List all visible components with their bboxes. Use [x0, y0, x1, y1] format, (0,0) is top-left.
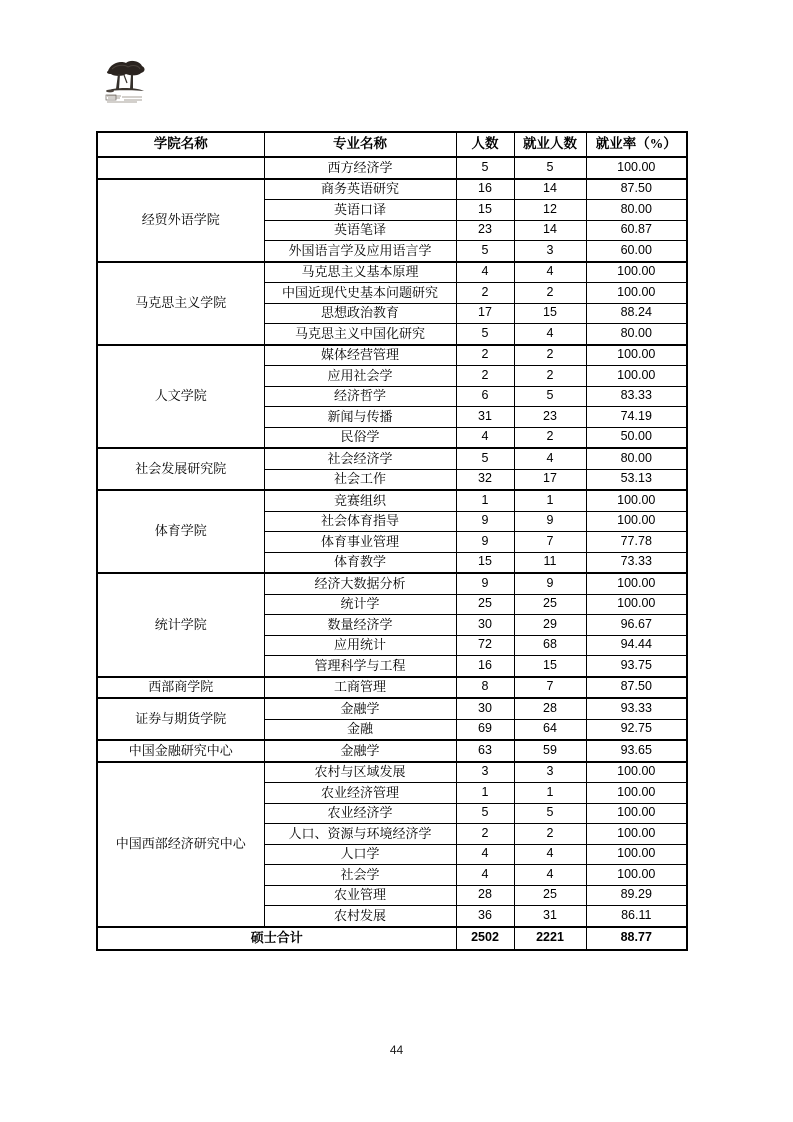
major-name-cell: 数量经济学: [264, 615, 456, 636]
table-footer: [97, 927, 687, 950]
count-cell: 16: [456, 179, 514, 200]
trees-icon: [100, 57, 150, 105]
table-row: [97, 698, 687, 719]
header-count: 人数: [456, 132, 514, 157]
major-name-cell: 英语口译: [264, 200, 456, 221]
college-name-cell: 统计学院: [97, 573, 264, 677]
major-name-cell: 社会学: [264, 865, 456, 886]
college-name-cell: 中国西部经济研究中心: [97, 762, 264, 927]
employed-count-cell: 2: [514, 283, 586, 304]
college-name-cell: 经贸外语学院: [97, 179, 264, 262]
employment-rate-cell: 100.00: [586, 762, 687, 783]
employment-rate-cell: 80.00: [586, 200, 687, 221]
employment-rate-cell: 80.00: [586, 324, 687, 345]
count-cell: 2: [456, 345, 514, 366]
employment-rate-cell: 94.44: [586, 635, 687, 656]
employment-rate-cell: 100.00: [586, 783, 687, 804]
employment-rate-cell: 86.11: [586, 906, 687, 927]
employment-rate-cell: 100.00: [586, 511, 687, 532]
employed-count-cell: 7: [514, 532, 586, 553]
major-name-cell: 农业经济学: [264, 803, 456, 824]
employed-count-cell: 59: [514, 740, 586, 762]
employed-count-cell: 2: [514, 824, 586, 845]
count-cell: 9: [456, 573, 514, 594]
major-name-cell: 经济大数据分析: [264, 573, 456, 594]
employed-count-cell: 4: [514, 324, 586, 345]
employment-rate-cell: 88.24: [586, 303, 687, 324]
count-cell: 2: [456, 366, 514, 387]
table-row: [97, 740, 687, 762]
major-name-cell: 应用社会学: [264, 366, 456, 387]
employment-rate-cell: 73.33: [586, 552, 687, 573]
header-employment-rate: 就业率（%）: [586, 132, 687, 157]
major-name-cell: 金融学: [264, 698, 456, 719]
employment-rate-cell: 53.13: [586, 469, 687, 490]
employed-count-cell: 11: [514, 552, 586, 573]
count-cell: 30: [456, 615, 514, 636]
major-name-cell: 社会经济学: [264, 448, 456, 469]
employment-rate-cell: 100.00: [586, 262, 687, 283]
count-cell: 2: [456, 824, 514, 845]
employment-rate-cell: 100.00: [586, 283, 687, 304]
employed-count-cell: 12: [514, 200, 586, 221]
employed-count-cell: 14: [514, 220, 586, 241]
employment-rate-cell: 93.65: [586, 740, 687, 762]
count-cell: 15: [456, 552, 514, 573]
count-cell: 69: [456, 719, 514, 740]
employed-count-cell: 4: [514, 844, 586, 865]
major-name-cell: 应用统计: [264, 635, 456, 656]
major-name-cell: 体育事业管理: [264, 532, 456, 553]
employed-count-cell: 3: [514, 762, 586, 783]
employment-rate-cell: 100.00: [586, 865, 687, 886]
count-cell: 23: [456, 220, 514, 241]
major-name-cell: 马克思主义中国化研究: [264, 324, 456, 345]
table-row: [97, 762, 687, 783]
employment-rate-cell: 100.00: [586, 157, 687, 179]
employment-rate-cell: 92.75: [586, 719, 687, 740]
employed-count-cell: 9: [514, 573, 586, 594]
employed-count-cell: 15: [514, 656, 586, 677]
major-name-cell: 媒体经营管理: [264, 345, 456, 366]
employment-rate-cell: 100.00: [586, 844, 687, 865]
major-name-cell: 马克思主义基本原理: [264, 262, 456, 283]
page-number: 44: [389, 1043, 404, 1057]
employed-count-cell: 2: [514, 366, 586, 387]
college-name-cell: [97, 157, 264, 179]
employed-count-cell: 3: [514, 241, 586, 262]
count-cell: 5: [456, 448, 514, 469]
employment-rate-cell: 50.00: [586, 427, 687, 448]
major-name-cell: 经济哲学: [264, 386, 456, 407]
major-name-cell: 人口学: [264, 844, 456, 865]
count-cell: 5: [456, 324, 514, 345]
employment-rate-cell: 100.00: [586, 345, 687, 366]
trees-sketch-logo: [100, 57, 150, 105]
table-row: [97, 179, 687, 200]
major-name-cell: 农村与区域发展: [264, 762, 456, 783]
count-cell: 63: [456, 740, 514, 762]
employed-count-cell: 29: [514, 615, 586, 636]
count-cell: 1: [456, 490, 514, 511]
table-row: [97, 677, 687, 699]
employment-rate-cell: 100.00: [586, 803, 687, 824]
employed-count-cell: 25: [514, 885, 586, 906]
employment-rate-cell: 87.50: [586, 677, 687, 699]
table-body: [97, 157, 687, 927]
employed-count-cell: 64: [514, 719, 586, 740]
table-row: [97, 157, 687, 179]
employed-count-cell: 5: [514, 386, 586, 407]
count-cell: 25: [456, 594, 514, 615]
header-major-name: 专业名称: [264, 132, 456, 157]
college-name-cell: 证券与期货学院: [97, 698, 264, 740]
major-name-cell: 民俗学: [264, 427, 456, 448]
employed-count-cell: 7: [514, 677, 586, 699]
employment-rate-cell: 100.00: [586, 366, 687, 387]
major-name-cell: 农业管理: [264, 885, 456, 906]
employed-count-cell: 4: [514, 262, 586, 283]
employment-rate-cell: 100.00: [586, 824, 687, 845]
total-rate: 88.77: [586, 927, 687, 950]
major-name-cell: 中国近现代史基本问题研究: [264, 283, 456, 304]
major-name-cell: 管理科学与工程: [264, 656, 456, 677]
employment-rate-cell: 60.00: [586, 241, 687, 262]
employment-rate-cell: 89.29: [586, 885, 687, 906]
major-name-cell: 社会工作: [264, 469, 456, 490]
employed-count-cell: 14: [514, 179, 586, 200]
employed-count-cell: 23: [514, 407, 586, 428]
employed-count-cell: 2: [514, 345, 586, 366]
count-cell: 72: [456, 635, 514, 656]
employment-rate-cell: 100.00: [586, 594, 687, 615]
count-cell: 16: [456, 656, 514, 677]
count-cell: 8: [456, 677, 514, 699]
count-cell: 31: [456, 407, 514, 428]
college-name-cell: 人文学院: [97, 345, 264, 449]
table-row: [97, 345, 687, 366]
major-name-cell: 金融学: [264, 740, 456, 762]
count-cell: 4: [456, 844, 514, 865]
major-name-cell: 工商管理: [264, 677, 456, 699]
header-employed-count: 就业人数: [514, 132, 586, 157]
major-name-cell: 外国语言学及应用语言学: [264, 241, 456, 262]
major-name-cell: 英语笔译: [264, 220, 456, 241]
table-row: [97, 262, 687, 283]
college-name-cell: 中国金融研究中心: [97, 740, 264, 762]
header-row: [97, 132, 687, 157]
college-name-cell: 体育学院: [97, 490, 264, 573]
major-name-cell: 思想政治教育: [264, 303, 456, 324]
major-name-cell: 商务英语研究: [264, 179, 456, 200]
employment-rate-table: [96, 131, 688, 951]
employment-rate-cell: 87.50: [586, 179, 687, 200]
count-cell: 2: [456, 283, 514, 304]
count-cell: 3: [456, 762, 514, 783]
employment-rate-cell: 96.67: [586, 615, 687, 636]
table-row: [97, 490, 687, 511]
total-employed: 2221: [514, 927, 586, 950]
count-cell: 32: [456, 469, 514, 490]
employed-count-cell: 28: [514, 698, 586, 719]
employed-count-cell: 5: [514, 803, 586, 824]
employed-count-cell: 15: [514, 303, 586, 324]
count-cell: 36: [456, 906, 514, 927]
employment-rate-cell: 93.75: [586, 656, 687, 677]
employment-rate-cell: 77.78: [586, 532, 687, 553]
employed-count-cell: 68: [514, 635, 586, 656]
major-name-cell: 西方经济学: [264, 157, 456, 179]
count-cell: 4: [456, 262, 514, 283]
employment-rate-cell: 74.19: [586, 407, 687, 428]
count-cell: 5: [456, 241, 514, 262]
employed-count-cell: 1: [514, 490, 586, 511]
major-name-cell: 农村发展: [264, 906, 456, 927]
employed-count-cell: 5: [514, 157, 586, 179]
employed-count-cell: 1: [514, 783, 586, 804]
major-name-cell: 体育教学: [264, 552, 456, 573]
count-cell: 15: [456, 200, 514, 221]
count-cell: 6: [456, 386, 514, 407]
count-cell: 9: [456, 532, 514, 553]
employment-rate-cell: 93.33: [586, 698, 687, 719]
employed-count-cell: 17: [514, 469, 586, 490]
header-college-name: 学院名称: [97, 132, 264, 157]
employed-count-cell: 4: [514, 448, 586, 469]
table-header: [97, 132, 687, 157]
table-row: [97, 448, 687, 469]
count-cell: 4: [456, 865, 514, 886]
table-row: [97, 573, 687, 594]
total-count: 2502: [456, 927, 514, 950]
employed-count-cell: 25: [514, 594, 586, 615]
employment-rate-cell: 80.00: [586, 448, 687, 469]
employed-count-cell: 9: [514, 511, 586, 532]
employment-rate-cell: 83.33: [586, 386, 687, 407]
major-name-cell: 竞赛组织: [264, 490, 456, 511]
total-label: 硕士合计: [97, 927, 456, 950]
count-cell: 17: [456, 303, 514, 324]
total-row: [97, 927, 687, 950]
major-name-cell: 新闻与传播: [264, 407, 456, 428]
count-cell: 5: [456, 803, 514, 824]
college-name-cell: 马克思主义学院: [97, 262, 264, 345]
employment-rate-cell: 100.00: [586, 490, 687, 511]
count-cell: 1: [456, 783, 514, 804]
count-cell: 4: [456, 427, 514, 448]
college-name-cell: 西部商学院: [97, 677, 264, 699]
employment-rate-cell: 100.00: [586, 573, 687, 594]
major-name-cell: 农业经济管理: [264, 783, 456, 804]
count-cell: 30: [456, 698, 514, 719]
major-name-cell: 金融: [264, 719, 456, 740]
employed-count-cell: 4: [514, 865, 586, 886]
employment-rate-cell: 60.87: [586, 220, 687, 241]
college-name-cell: 社会发展研究院: [97, 448, 264, 490]
count-cell: 28: [456, 885, 514, 906]
major-name-cell: 统计学: [264, 594, 456, 615]
employed-count-cell: 2: [514, 427, 586, 448]
count-cell: 9: [456, 511, 514, 532]
count-cell: 5: [456, 157, 514, 179]
major-name-cell: 人口、资源与环境经济学: [264, 824, 456, 845]
employed-count-cell: 31: [514, 906, 586, 927]
major-name-cell: 社会体育指导: [264, 511, 456, 532]
